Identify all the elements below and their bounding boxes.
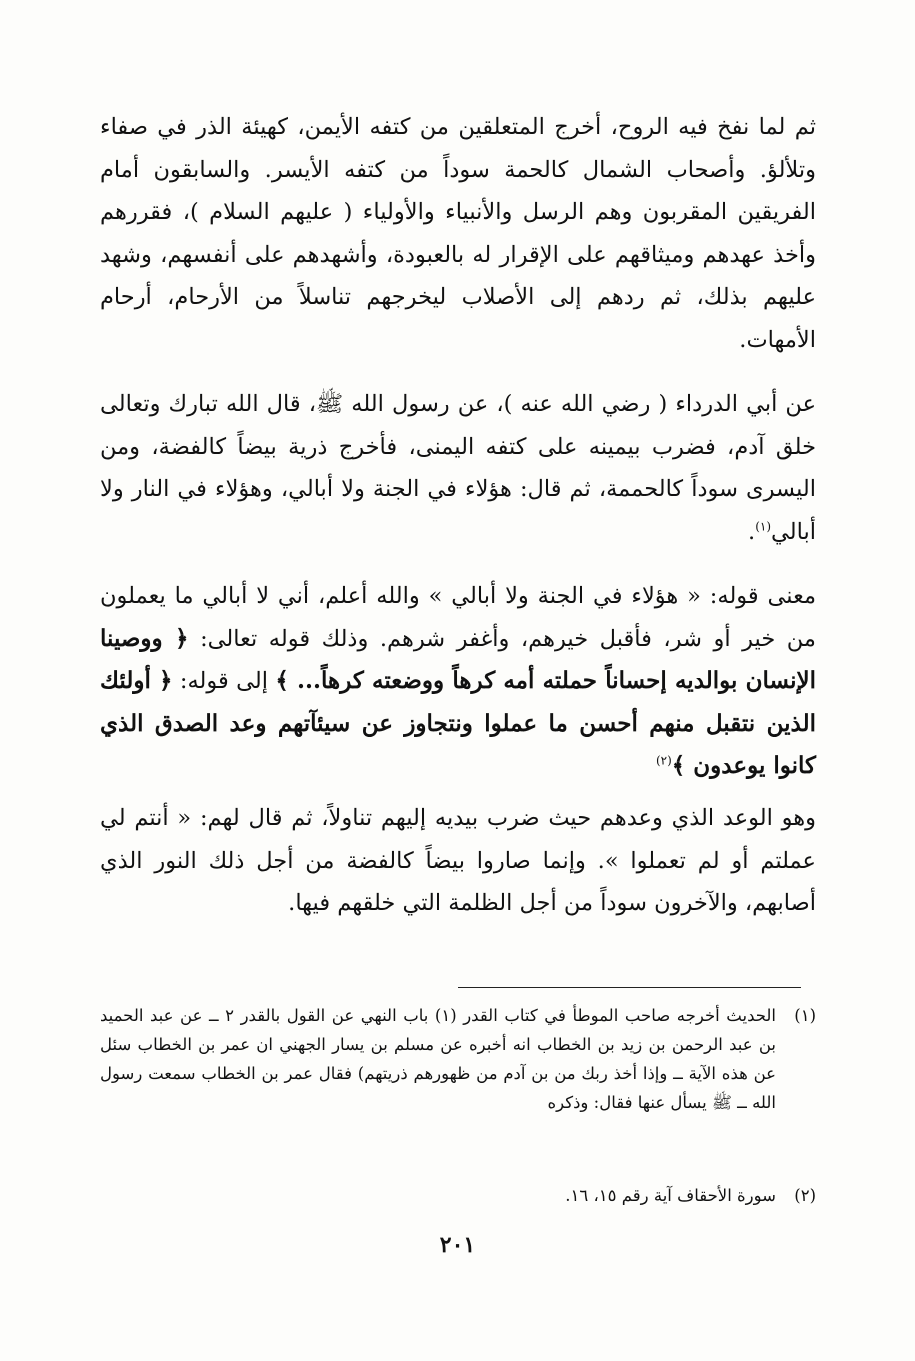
paragraph-2-block [100, 383, 816, 553]
footnote-1-text: الحديث أخرجه صاحب الموطأ في كتاب القدر (١) باب النهي عن القول بالقدر ٢ ــ عن عبد الحميد بن عبد الرحمن بن زيد بن الخطاب انه أخبره عن مسلم بن يسار الجهني ان عمر بن الخطاب سئل عن هذه الآية ــ وإذا أخذ ربك من بن آدم من ظهورهم ذريتهم) فقال عمر بن الخطاب سمعت رسول الله ــ ﷺ يسأل عنها فقال: وذكره [100, 1006, 776, 1112]
footnote-2-text: سورة الأحقاف آية رقم ١٥، ١٦. [565, 1186, 776, 1205]
footnote-1-number: (١) [794, 1006, 816, 1025]
paragraph-4-block [100, 797, 816, 925]
paragraph-3 [100, 575, 816, 788]
footnote-2 [100, 1181, 816, 1210]
paragraph-4: وهو الوعد الذي وعدهم حيث ضرب بيديه إليهم تناولاً، ثم قال لهم: « أنتم لي عملتم أو لم تعملوا ». وإنما صاروا بيضاً كالفضة من أجل ذلك النور الذي أصابهم، والآخرون سوداً من أجل الظلمة التي خلقهم فيها. [100, 805, 816, 916]
paragraph-2-text: عن أبي الدرداء ( رضي الله عنه )، عن رسول الله ﷺ، قال الله تبارك وتعالى خلق آدم، فضرب بيمينه على كتفه اليمنى، فأخرج ذرية بيضاً كالفضة، ومن اليسرى سوداً كالحممة، ثم قال: هؤلاء في الجنة ولا أبالي، وهؤلاء في النار ولا أبالي [100, 391, 816, 545]
quran-verse-1: ﴿ ووصينا الإنسان بوالديه إحساناً حملته أمه كرهاً ووضعته كرهاً... ﴾ [100, 624, 816, 694]
footnote-ref-1[interactable]: (١) [755, 519, 772, 533]
paragraph-2 [100, 383, 816, 553]
paragraph-3-intro: معنى قوله: « هؤلاء في الجنة ولا أبالي » والله أعلم، أني لا أبالي ما يعملون من خير أو شر، فأقبل خيرهم، وأغفر شرهم. وذلك قوله تعالى: [100, 583, 816, 652]
paragraph-3-block [100, 575, 816, 788]
footnote-2-number: (٢) [794, 1186, 816, 1205]
quran-verse-2: ﴿ أولئك الذين نتقبل منهم أحسن ما عملوا ونتجاوز عن سيئآتهم وعد الصدق الذي كانوا يوعدون ﴾ [100, 667, 816, 779]
paragraph-2-end: . [748, 518, 756, 545]
paragraph-3-to: إلى قوله: [179, 668, 268, 694]
footnote-1 [100, 1001, 816, 1117]
footnote-ref-2[interactable]: (٢) [655, 753, 672, 768]
footnote-separator [458, 987, 801, 988]
paragraph-1: ثم لما نفخ فيه الروح، أخرج المتعلقين من كتفه الأيمن، كهيئة الذر في صفاء وتلألؤ. وأصحاب الشمال كالحمة سوداً من كتفه الأيسر. والسابقون أمام الفريقين المقربون وهم الرسل والأنبياء والأولياء ( عليهم السلام )، فقررهم وأخذ عهدهم وميثاقهم على الإقرار له بالعبودة، وأشهدهم على أنفسهم، وشهد عليهم بذلك، ثم ردهم إلى الأصلاب ليخرجهم تناسلاً من الأرحام، أرحام الأمهات. [100, 114, 816, 353]
page-number: ٢٠١ [439, 1232, 476, 1258]
